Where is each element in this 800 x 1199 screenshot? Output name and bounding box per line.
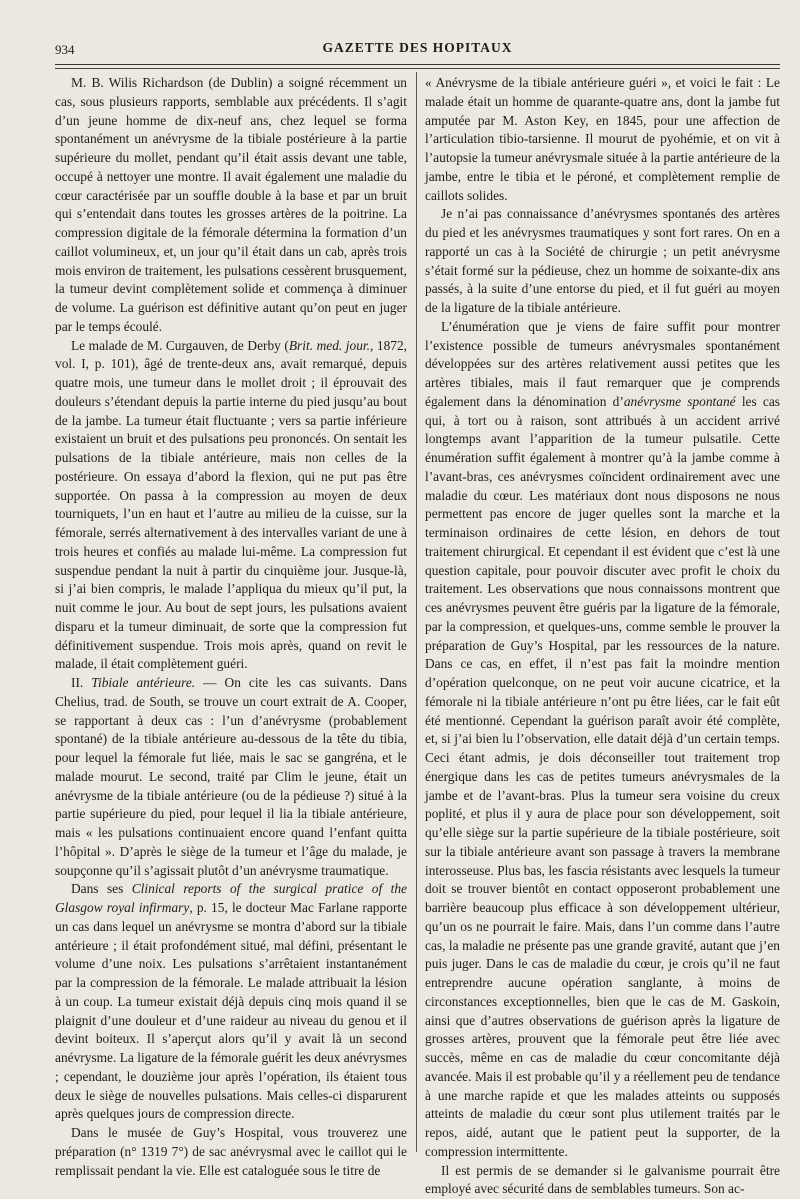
- paragraph-galvanisme: Il est permis de se demander si le galvanisme pourrait être employé avec sécurité dans de semblables tumeurs. Son ac-: [425, 1162, 780, 1199]
- paragraph-tibiale-anterieure: II. Tibiale antérieure. — On cite les cas suivants. Dans Chelius, trad. de South, se trouve un court extrait de A. Cooper, se rapportant à deux cas : l’un d’anévrysme (probablement spontané) de la tibiale antérieure au-dessous de la tête du tibia, pour lequel la fémorale fut liée, mais le sac se gangréna, et le malade mourut. Le second, traité par Clim le jeune, était un anévrysme de la tibiale antérieure (ou de la pédieuse ?) situé à la partie supérieure du pied, pour lequel il lia la tibiale antérieure, mais « les pulsations continuaient encore quand l’enfant quitta l’hôpital ». D’après le siège de la tumeur et l’âge du malade, je soupçonne qu’il s’agissait plutôt d’un anévrysme traumatique.: [55, 674, 407, 880]
- paragraph-case-continued: « Anévrysme de la tibiale antérieure guéri », et voici le fait : Le malade était un homme de quarante-quatre ans, dont la jambe fut amputée par M. Aston Key, en 1845, pour une affection de l’articulation tibio-tarsienne. Il mourut de pyohémie, et on vit à l’autopsie la tumeur anévrysmale située à la partie antérieure de la jambe, entre le tibia et le péroné, et complètement remplie de caillots solides.: [425, 74, 780, 205]
- header-rule-thin: [55, 68, 780, 69]
- left-column: [55, 74, 407, 1180]
- column-divider: [416, 72, 417, 1152]
- paragraph-richardson: M. B. Wilis Richardson (de Dublin) a soigné récemment un cas, sous plusieurs rapports, semblable aux précédents. Il s’agit d’un jeune homme de dix-neuf ans, chez lequel se forma spontanément un anévrysme de la tibiale postérieure à la partie supérieure du mollet, pendant qu’il était assis devant une table, occupé à nettoyer une montre. Il avait également une maladie du cœur caractérisée par un souffle double à la base et par un bruit qui s’entendait dans toutes les grosses artères de la poitrine. La compression digitale de la fémorale détermina la formation d’un caillot volumineux, et, un jour qu’il était dans un cab, après trois mois environ de traitement, les pulsations cessèrent brusquement, la tumeur devint complètement solide et commença à diminuer de volume. La guérison est définitive autant qu’on peut en juger par le temps écoulé.: [55, 74, 407, 337]
- citation-reference: Clinical reports of the surgical pratice of the Glasgow royal infirmary: [55, 881, 407, 915]
- right-column: [425, 74, 780, 1199]
- page-header: [55, 40, 780, 62]
- journal-title: GAZETTE DES HOPITAUX: [55, 40, 780, 56]
- paragraph-guys-hospital: Dans le musée de Guy’s Hospital, vous trouverez une préparation (n° 1319 7°) de sac anévrysmal avec le caillot qui le remplissait pendant la vie. Elle est cataloguée sous le titre de: [55, 1124, 407, 1180]
- paragraph-mac-farlane: Dans ses Clinical reports of the surgical pratice of the Glasgow royal infirmary, p. 15, le docteur Mac Farlane rapporte un cas dans lequel un anévrysme se montra d’abord sur la tibiale antérieure ; il était profondément situé, mal défini, présentant le volume d’une noix. Les pulsations s’arrêtaient instantanément par la compression de la fémorale. Le malade attribuait la lésion à un coup. La tumeur existait déjà depuis cinq mois quand il se plaignit d’une douleur et d’une raideur au niveau du genou et il devint boiteux. Il s’aperçut alors qu’il y avait là un second anévrysme. La ligature de la fémorale guérit les deux anévrysmes ; cependant, le douzième jour après l’opération, ils étaient tous deux le siège de nouvelles pulsations. Mais celles-ci disparurent après quelques jours de compression directe.: [55, 880, 407, 1124]
- paragraph-curgauven: Le malade de M. Curgauven, de Derby (Brit. med. jour., 1872, vol. I, p. 101), âgé de trente-deux ans, avait remarqué, depuis quatre mois, une tumeur dans le mollet droit ; il éprouvait des douleurs s’étendant depuis la partie interne du pied jusqu’au bout de la jambe. La tumeur était fluctuante ; vers sa partie inférieure existaient un bruit et des pulsations peu prononcés. On sentait les pulsations de la tibiale antérieure, mais non celles de la postérieure. On essaya d’abord la flexion, qui ne put pas être supportée. On passa à la compression au moyen de deux tourniquets, l’un en haut et l’autre au milieu de la cuisse, sur la fémorale, serrés alternativement à des intervalles variant de une à trois heures et confiés au malade lui-même. La compression fut suspendue pendant la nuit à partir du cinquième jour. Jusque-là, si j’ai bien compris, le malade l’appliqua du mieux qu’il put, la nuit comme le jour. Au bout de sept jours, les pulsations avaient disparu et la tumeur diminuait, de sorte que la compression fut définitivement suspendue. Trois mois après, quand on revit le malade, il était complètement guéri.: [55, 337, 407, 675]
- emphasized-term: anévrysme spontané: [624, 394, 736, 409]
- paragraph-enumeration: L’énumération que je viens de faire suffit pour montrer l’existence possible de tumeurs anévrysmales spontanément développées sur des artères relativement aussi petites que les artères tibiales, mais il faut remarquer que je comprends également dans la dénomination d’anévrysme spontané les cas qui, à tort ou à raison, sont attribués à un accident arrivé longtemps avant l’apparition de la tumeur pulsatile. Cette énumération suffit également à montrer qu’à la jambe comme à l’avant-bras, ces anévrysmes coïncident ordinairement avec une maladie du cœur. Les matériaux dont nous disposons ne nous permettent pas encore de juger quelles sont la marche et la terminaison ordinaires de cette lésion, en dehors de tout traitement chirurgical. Et cependant il est évident que c’est là une question capitale, pour pouvoir discuter avec profit le choix du traitement. Les observations que nous connaissons montrent que ces anévrysmes peuvent être guéris par la ligature de la fémorale, par la compression, et quelques-uns, comme semble le prouver la préparation de Guy’s Hospital, par les ressources de la nature. Dans ce cas, en effet, il n’est pas fait la moindre mention d’opération quelconque, on ne peut voir aucune cicatrice, et la fémorale ni la tibiale antérieure n’ont pu être liées, car le fait eût été mentionné. Cependant la guérison paraît avoir été complète, et, si j’ai bien lu l’observation, elle datait déjà d’un certain temps. Ceci étant admis, je dois déconseiller tout traitement trop énergique dans les cas de petites tumeurs anévrysmales de la jambe et de l’avant-bras. Plus la tumeur sera voisine du creux poplité, et plus il y aura de place pour son développement, soit qu’elle siège sur la partie supérieure de la tibiale postérieure, soit sur la tibiale antérieure avant son passage à travers la membrane interosseuse. Plus bas, les fascia résistants avec lesquels la tumeur doit se trouver bientôt en contact opposeront probablement une barrière beaucoup plus efficace à son développement ultérieur, qu’un os ne pourrait le faire. Mais, dans l’un comme dans l’autre cas, la maladie ne présente pas une grande gravité, autant que j’en puis juger. Dans le cas de maladie du cœur, je crois qu’il ne faut entreprendre aucune opération sanglante, à moins de circonstances exceptionnelles, bien que le cas de M. Gaskoin, ainsi que d’autres observations de guérison après la ligature de grosses artères, prouvent que la fémorale peut être liée avec succès, même en cas de maladie du cœur concomitante déjà avancée. Mais il est probable qu’il y a réellement peu de tendance à une marche rapide et que les malades atteints ou supposés atteints de maladie du cœur sont plus utilement traités par le repos, aidé, autant que le patient peut la supporter, de la compression intermittente.: [425, 318, 780, 1162]
- paragraph-pied: Je n’ai pas connaissance d’anévrysmes spontanés des artères du pied et les anévrysmes traumatiques y sont fort rares. On en a rapporté un cas à la Société de chirurgie ; un petit anévrysme s’était formé sur la pédieuse, chez un homme de soixante-dix ans passés, à la suite d’une entorse du pied, et il fut guéri au moyen de la ligature de la tibiale antérieure.: [425, 205, 780, 318]
- citation-reference: Brit. med. jour.: [289, 338, 370, 353]
- page-number: 934: [55, 42, 75, 58]
- header-rule-thick: [55, 64, 780, 65]
- section-heading: Tibiale antérieure.: [91, 675, 195, 690]
